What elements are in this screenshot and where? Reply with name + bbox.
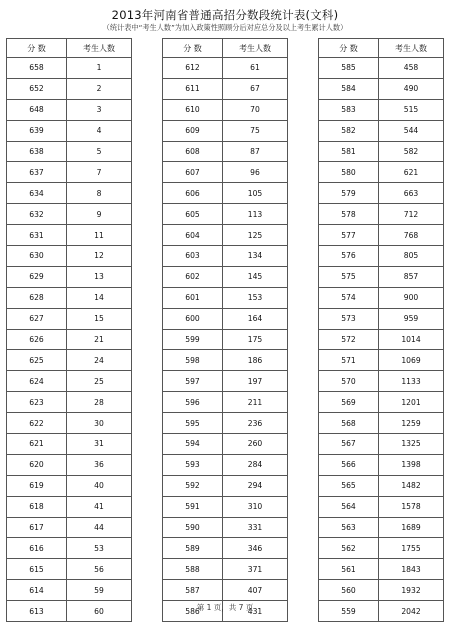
table-row (7, 162, 132, 183)
table-row (7, 141, 132, 162)
score-cell: 624 (7, 371, 67, 392)
count-cell: 197 (223, 371, 288, 392)
count-cell: 40 (67, 475, 132, 496)
count-cell: 5 (67, 141, 132, 162)
score-cell: 593 (163, 454, 223, 475)
score-header: 分 数 (319, 39, 379, 58)
score-cell: 559 (319, 601, 379, 622)
table-row (319, 350, 444, 371)
count-cell: 28 (67, 392, 132, 413)
table-row (319, 496, 444, 517)
table-row (319, 559, 444, 580)
count-cell: 125 (223, 225, 288, 246)
score-cell: 599 (163, 329, 223, 350)
table-row (7, 413, 132, 434)
score-cell: 638 (7, 141, 67, 162)
count-cell: 31 (67, 434, 132, 455)
score-cell: 612 (163, 58, 223, 79)
table-row (163, 58, 288, 79)
table-row (319, 120, 444, 141)
table-row (7, 392, 132, 413)
table-row (7, 475, 132, 496)
score-cell: 603 (163, 246, 223, 267)
table-row (163, 120, 288, 141)
count-header: 考生人数 (379, 39, 444, 58)
score-cell: 611 (163, 78, 223, 99)
table-row (319, 225, 444, 246)
count-cell: 805 (379, 246, 444, 267)
count-cell: 59 (67, 580, 132, 601)
table-row (319, 392, 444, 413)
table-row (7, 99, 132, 120)
count-cell: 4 (67, 120, 132, 141)
table-row (7, 454, 132, 475)
score-cell: 615 (7, 559, 67, 580)
count-cell: 24 (67, 350, 132, 371)
table-row (319, 204, 444, 225)
count-cell: 44 (67, 517, 132, 538)
score-cell: 609 (163, 120, 223, 141)
count-cell: 11 (67, 225, 132, 246)
count-cell: 15 (67, 308, 132, 329)
table-row (7, 204, 132, 225)
score-cell: 562 (319, 538, 379, 559)
count-cell: 284 (223, 454, 288, 475)
count-cell: 186 (223, 350, 288, 371)
score-header: 分 数 (7, 39, 67, 58)
table-row (319, 329, 444, 350)
table-row (319, 434, 444, 455)
count-cell: 1259 (379, 413, 444, 434)
score-cell: 576 (319, 246, 379, 267)
score-cell: 574 (319, 287, 379, 308)
table-row (163, 517, 288, 538)
table-row (163, 141, 288, 162)
count-cell: 25 (67, 371, 132, 392)
score-cell: 594 (163, 434, 223, 455)
score-cell: 606 (163, 183, 223, 204)
count-cell: 1843 (379, 559, 444, 580)
score-cell: 588 (163, 559, 223, 580)
score-cell: 621 (7, 434, 67, 455)
count-cell: 621 (379, 162, 444, 183)
table-row (7, 308, 132, 329)
score-cell: 614 (7, 580, 67, 601)
table-row (7, 329, 132, 350)
table-row (7, 559, 132, 580)
score-cell: 616 (7, 538, 67, 559)
score-cell: 620 (7, 454, 67, 475)
count-cell: 294 (223, 475, 288, 496)
score-cell: 564 (319, 496, 379, 517)
table-row (163, 204, 288, 225)
score-cell: 572 (319, 329, 379, 350)
score-cell: 577 (319, 225, 379, 246)
count-cell: 431 (223, 601, 288, 622)
score-cell: 626 (7, 329, 67, 350)
count-cell: 1482 (379, 475, 444, 496)
score-cell: 619 (7, 475, 67, 496)
table-row (7, 580, 132, 601)
score-cell: 582 (319, 120, 379, 141)
table-row (319, 538, 444, 559)
count-cell: 1133 (379, 371, 444, 392)
score-cell: 575 (319, 266, 379, 287)
score-cell: 565 (319, 475, 379, 496)
count-cell: 768 (379, 225, 444, 246)
score-cell: 600 (163, 308, 223, 329)
count-cell: 175 (223, 329, 288, 350)
table-row (163, 538, 288, 559)
count-cell: 260 (223, 434, 288, 455)
score-cell: 632 (7, 204, 67, 225)
table-row (7, 434, 132, 455)
count-cell: 134 (223, 246, 288, 267)
score-cell: 652 (7, 78, 67, 99)
count-cell: 8 (67, 183, 132, 204)
score-cell: 561 (319, 559, 379, 580)
table-row (319, 475, 444, 496)
count-cell: 1325 (379, 434, 444, 455)
table-row (163, 78, 288, 99)
count-cell: 310 (223, 496, 288, 517)
score-cell: 583 (319, 99, 379, 120)
score-cell: 608 (163, 141, 223, 162)
count-cell: 544 (379, 120, 444, 141)
count-cell: 41 (67, 496, 132, 517)
count-cell: 36 (67, 454, 132, 475)
table-row (319, 413, 444, 434)
table-row (319, 78, 444, 99)
count-cell: 87 (223, 141, 288, 162)
table-row (7, 78, 132, 99)
score-cell: 584 (319, 78, 379, 99)
table-row (7, 350, 132, 371)
score-table-3 (318, 38, 444, 622)
table-row (163, 371, 288, 392)
score-cell: 658 (7, 58, 67, 79)
count-cell: 1578 (379, 496, 444, 517)
score-cell: 586 (163, 601, 223, 622)
table-row (319, 287, 444, 308)
count-cell: 407 (223, 580, 288, 601)
table-row (163, 475, 288, 496)
score-cell: 607 (163, 162, 223, 183)
count-cell: 61 (223, 58, 288, 79)
score-cell: 627 (7, 308, 67, 329)
score-cell: 634 (7, 183, 67, 204)
score-cell: 613 (7, 601, 67, 622)
score-cell: 587 (163, 580, 223, 601)
score-cell: 560 (319, 580, 379, 601)
table-row (319, 266, 444, 287)
table-row (319, 141, 444, 162)
table-row (319, 58, 444, 79)
count-cell: 346 (223, 538, 288, 559)
score-cell: 597 (163, 371, 223, 392)
count-header: 考生人数 (223, 39, 288, 58)
count-cell: 2 (67, 78, 132, 99)
count-cell: 1755 (379, 538, 444, 559)
table-row (7, 58, 132, 79)
count-cell: 96 (223, 162, 288, 183)
score-cell: 598 (163, 350, 223, 371)
score-cell: 639 (7, 120, 67, 141)
count-cell: 67 (223, 78, 288, 99)
count-cell: 458 (379, 58, 444, 79)
table-row (7, 496, 132, 517)
table-row (163, 329, 288, 350)
table-row (7, 183, 132, 204)
count-cell: 70 (223, 99, 288, 120)
count-cell: 1069 (379, 350, 444, 371)
table-row (163, 225, 288, 246)
count-cell: 2042 (379, 601, 444, 622)
table-row (7, 120, 132, 141)
score-cell: 581 (319, 141, 379, 162)
count-cell: 1932 (379, 580, 444, 601)
count-cell: 857 (379, 266, 444, 287)
score-cell: 610 (163, 99, 223, 120)
count-cell: 56 (67, 559, 132, 580)
count-cell: 1201 (379, 392, 444, 413)
score-cell: 568 (319, 413, 379, 434)
table-row (319, 99, 444, 120)
table-row (163, 162, 288, 183)
table-row (319, 580, 444, 601)
score-cell: 617 (7, 517, 67, 538)
count-cell: 663 (379, 183, 444, 204)
table-row (319, 183, 444, 204)
score-cell: 590 (163, 517, 223, 538)
score-cell: 630 (7, 246, 67, 267)
table-row (319, 308, 444, 329)
table-row (7, 517, 132, 538)
count-cell: 371 (223, 559, 288, 580)
table-row (7, 371, 132, 392)
score-cell: 573 (319, 308, 379, 329)
score-cell: 618 (7, 496, 67, 517)
table-row (163, 266, 288, 287)
score-cell: 623 (7, 392, 67, 413)
table-row (7, 225, 132, 246)
score-cell: 570 (319, 371, 379, 392)
table-row (7, 287, 132, 308)
count-cell: 113 (223, 204, 288, 225)
table-row (7, 266, 132, 287)
score-cell: 592 (163, 475, 223, 496)
table-row (163, 413, 288, 434)
score-cell: 629 (7, 266, 67, 287)
table-row (163, 434, 288, 455)
count-cell: 7 (67, 162, 132, 183)
score-cell: 566 (319, 454, 379, 475)
score-cell: 622 (7, 413, 67, 434)
score-cell: 578 (319, 204, 379, 225)
score-cell: 602 (163, 266, 223, 287)
table-row (7, 246, 132, 267)
score-cell: 571 (319, 350, 379, 371)
count-cell: 13 (67, 266, 132, 287)
count-cell: 959 (379, 308, 444, 329)
count-cell: 3 (67, 99, 132, 120)
table-row (7, 538, 132, 559)
table-row (163, 392, 288, 413)
table-row (163, 496, 288, 517)
count-cell: 9 (67, 204, 132, 225)
count-cell: 515 (379, 99, 444, 120)
count-cell: 21 (67, 329, 132, 350)
count-cell: 1689 (379, 517, 444, 538)
score-cell: 637 (7, 162, 67, 183)
table-row (163, 308, 288, 329)
count-cell: 211 (223, 392, 288, 413)
table-row (319, 371, 444, 392)
count-cell: 105 (223, 183, 288, 204)
count-cell: 1398 (379, 454, 444, 475)
count-cell: 75 (223, 120, 288, 141)
score-cell: 604 (163, 225, 223, 246)
table-row (319, 162, 444, 183)
count-cell: 900 (379, 287, 444, 308)
count-cell: 712 (379, 204, 444, 225)
document-subtitle: （统计表中“考生人数”为加入政策性照顾分后对应总分及以上考生累计人数） (102, 23, 348, 32)
count-cell: 490 (379, 78, 444, 99)
table-row (163, 454, 288, 475)
count-cell: 153 (223, 287, 288, 308)
count-cell: 145 (223, 266, 288, 287)
score-cell: 605 (163, 204, 223, 225)
score-cell: 628 (7, 287, 67, 308)
score-cell: 567 (319, 434, 379, 455)
score-cell: 585 (319, 58, 379, 79)
score-cell: 563 (319, 517, 379, 538)
score-cell: 596 (163, 392, 223, 413)
table-row (163, 183, 288, 204)
score-header: 分 数 (163, 39, 223, 58)
table-row (163, 287, 288, 308)
table-row (319, 454, 444, 475)
score-table-1 (6, 38, 132, 622)
score-cell: 589 (163, 538, 223, 559)
count-cell: 1 (67, 58, 132, 79)
count-cell: 30 (67, 413, 132, 434)
table-row (163, 559, 288, 580)
score-cell: 569 (319, 392, 379, 413)
score-cell: 591 (163, 496, 223, 517)
score-cell: 580 (319, 162, 379, 183)
score-cell: 631 (7, 225, 67, 246)
score-table-2 (162, 38, 288, 622)
score-cell: 601 (163, 287, 223, 308)
count-cell: 1014 (379, 329, 444, 350)
score-cell: 579 (319, 183, 379, 204)
count-cell: 14 (67, 287, 132, 308)
count-cell: 12 (67, 246, 132, 267)
document-title: 2013年河南省普通高招分数段统计表(文科) (111, 8, 339, 22)
count-cell: 331 (223, 517, 288, 538)
count-header: 考生人数 (67, 39, 132, 58)
count-cell: 582 (379, 141, 444, 162)
count-cell: 53 (67, 538, 132, 559)
table-row (163, 246, 288, 267)
count-cell: 236 (223, 413, 288, 434)
table-row (163, 580, 288, 601)
page-footer: 第 1 页，共 7 页 (196, 603, 254, 612)
count-cell: 60 (67, 601, 132, 622)
score-cell: 648 (7, 99, 67, 120)
table-row (319, 246, 444, 267)
table-row (319, 517, 444, 538)
score-cell: 595 (163, 413, 223, 434)
count-cell: 164 (223, 308, 288, 329)
table-row (163, 99, 288, 120)
score-cell: 625 (7, 350, 67, 371)
table-row (163, 350, 288, 371)
